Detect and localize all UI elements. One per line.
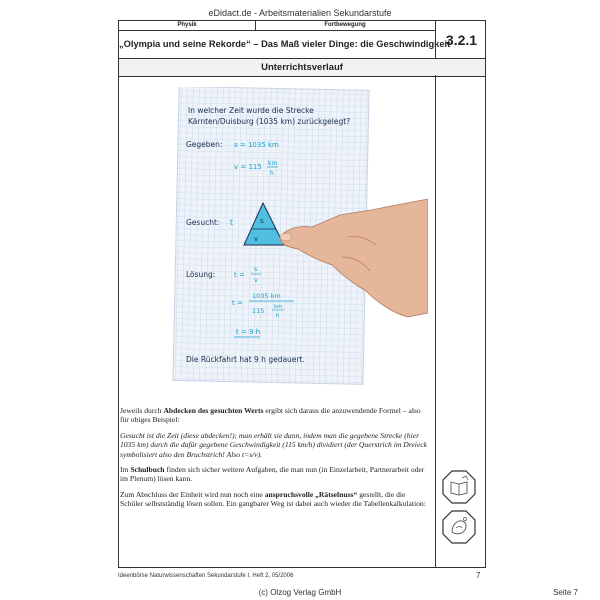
puzzle-nut-icon	[442, 510, 476, 544]
calc-den-unit-top: km	[274, 304, 283, 310]
solution-label: Lösung:	[186, 270, 216, 279]
given-s: s = 1035 km	[234, 141, 279, 149]
triangle-top: s	[260, 217, 264, 225]
footer-publisher: (c) Olzog Verlag GmbH	[258, 588, 342, 597]
question-line-1: In welcher Zeit wurde die Strecke	[188, 106, 314, 115]
footer-page: Seite 7	[553, 588, 578, 597]
footer-source: Ideenbörse Naturwissenschaften Sekundarstufe I, Heft 2, 05/2006	[118, 573, 294, 579]
p4-bold: anspruchsvolle „Rätselnuss“	[264, 489, 358, 499]
section-number: 3.2.1	[435, 21, 487, 58]
textbook-icon	[442, 470, 476, 504]
subject-label: Physik	[119, 21, 256, 30]
section-title: Unterrichtsverlauf	[119, 58, 485, 77]
calc-den-val: 115	[252, 307, 265, 315]
given-v: v = 115	[234, 163, 262, 171]
question-line-2: Kärnten/Duisburg (1035 km) zurückgelegt?	[188, 117, 351, 126]
p3-text-a: Im	[120, 465, 131, 475]
footer-page-number: 7	[476, 571, 481, 580]
given-label: Gegeben:	[186, 140, 223, 149]
p4-text-a: Zum Abschluss der Einheit wird nun noch eine	[120, 489, 265, 499]
formula-den: v	[254, 276, 258, 284]
p1-text-b: ergibt sich daraus die anzuwendende Formel – also für obiges Beispiel:	[120, 406, 421, 425]
worksheet-illustration	[172, 87, 428, 387]
given-v-unit-h: h	[270, 170, 274, 177]
p3-bold: Schulbuch	[130, 465, 165, 475]
p3-text-b: finden sich sicher weitere Aufgaben, die man nun (in Einzelarbeit, Partnerarbeit oder im Plenum) lösen kann.	[120, 465, 425, 484]
calc-den-unit-bottom: h	[276, 313, 280, 319]
formula-num: s	[254, 265, 258, 273]
given-v-unit-km: km	[268, 160, 278, 167]
p1-bold: Abdecken des gesuchten Werts	[163, 406, 264, 415]
formula-t: t =	[234, 271, 245, 279]
topic-label: Fortbewegung	[324, 22, 366, 28]
paragraph-2	[120, 431, 430, 459]
body-text	[120, 406, 430, 515]
p2-italic: Gesucht ist die Zeit (diese abdecken!); man erhält sie dann, indem man die gegebene Strecke (hier 1035 km) durch die dafür gegebene Geschwindigkeit (115 km/h) dividiert (der Querstrich im Dreieck symbolisiert also den Bruchstrich! Also t=s/v).	[120, 430, 427, 459]
sought-var: t	[230, 218, 233, 227]
paragraph-4	[120, 490, 430, 509]
calc-t: t =	[232, 299, 243, 307]
p1-text-a: Jeweils durch	[120, 406, 164, 415]
site-header: eDidact.de - Arbeitsmaterialien Sekundarstufe	[208, 8, 392, 18]
calc-num: 1035 km	[252, 292, 281, 300]
paragraph-1	[120, 406, 430, 425]
margin-divider	[435, 75, 436, 567]
paragraph-3	[120, 465, 430, 484]
result: t = 9 h	[236, 328, 261, 336]
answer-sentence: Die Rückfahrt hat 9 h gedauert.	[186, 355, 305, 364]
p4-text-b: gestellt, die die Schüler selbstständig lösen sollen. Ein gangbarer Weg ist dabei auch wieder die Tabellenkalkulation:	[120, 489, 426, 509]
sought-label: Gesucht:	[186, 218, 220, 227]
triangle-left: v	[254, 235, 259, 243]
document-title: „Olympia und seine Rekorde“ – Das Maß vieler Dinge: die Geschwindigkeit	[119, 30, 435, 59]
